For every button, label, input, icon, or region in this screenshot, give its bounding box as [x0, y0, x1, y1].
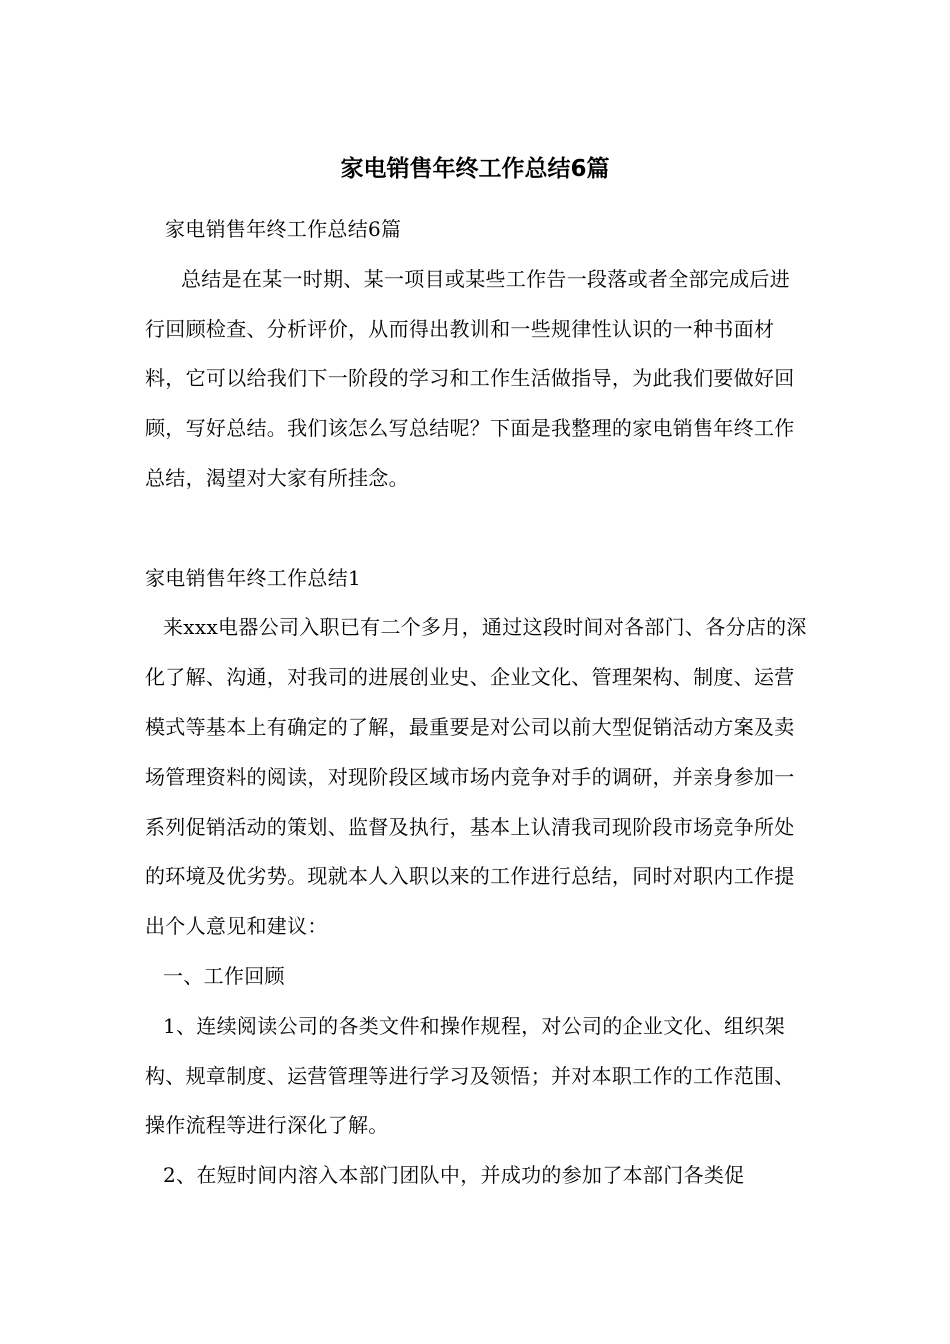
document-title: 家电销售年终工作总结6篇 [340, 156, 610, 182]
document-body [145, 205, 810, 1201]
review-item-2: 2、在短时间内溶入本部门团队中，并成功的参加了本部门各类促 [163, 1163, 745, 1188]
document-subtitle: 家电销售年终工作总结6篇 [165, 217, 402, 241]
work-review-heading: 一、工作回顾 [163, 963, 285, 988]
intro-paragraph: 总结是在某一时期、某一项目或某些工作告一段落或者全部完成后进行回顾检查、分析评价，从而得出教训和一些规律性认识的一种书面材料，它可以给我们下一阶段的学习和工作生活做指导，为此我们要做好回顾，写好总结。我们该怎么写总结呢？下面是我整理的家电销售年终工作总结，渴望对大家有所挂念。 [145, 266, 795, 490]
section-1-heading: 家电销售年终工作总结1 [145, 565, 362, 590]
review-item-1: 1、连续阅读公司的各类文件和操作规程，对公司的企业文化、组织架构、规章制度、运营管理等进行学习及领悟；并对本职工作的工作范围、操作流程等进行深化了解。 [145, 1013, 795, 1138]
paragraph-gap [145, 504, 810, 554]
section-1-paragraph: 来xxx电器公司入职已有二个多月，通过这段时间对各部门、各分店的深化了解、沟通，对我司的进展创业史、企业文化、管理架构、制度、运营模式等基本上有确定的了解，最重要是对公司以前大型促销活动方案及卖场管理资料的阅读，对现阶段区域市场内竞争对手的调研，并亲身参加一系列促销活动的策划、监督及执行，基本上认清我司现阶段市场竞争所处的环境及优劣势。现就本人入职以来的工作进行总结，同时对职内工作提出个人意见和建议： [145, 615, 807, 939]
